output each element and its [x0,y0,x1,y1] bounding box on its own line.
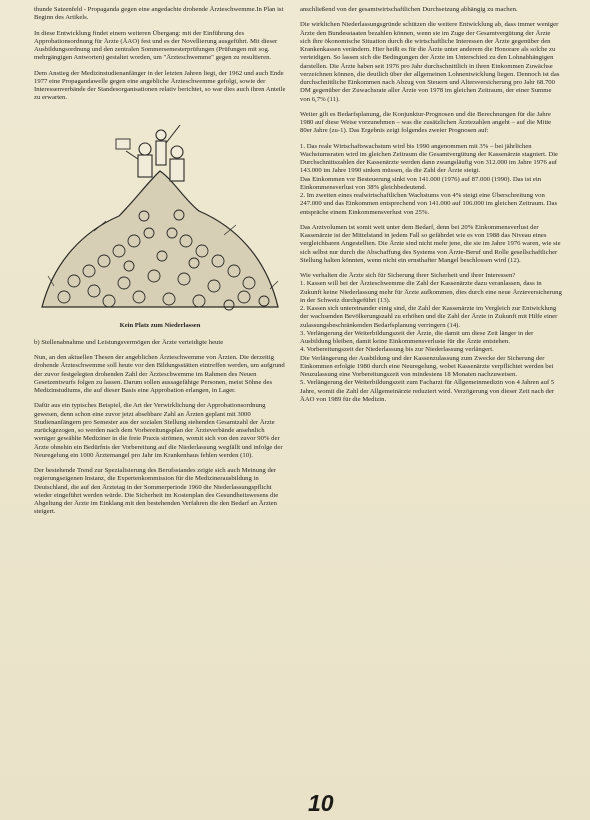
right-paragraph-1: anschließend von der gesamtwirtschaftlichen Durchsetzung abhängig zu machen. [300,6,518,13]
right-paragraph-4: Das Arztvolumen ist somit weit unter dem Bedarf, denn bei 20% Einkommensverlust der Kassenärzte ist der Mittelstand in jedem Fall so gefährdet wie es von 1988 das Niveau eines vergleichbaren Angestellten. Die Ärzte sind nicht mehr jene, die sie im Jahre 1976 waren, wie sie sich selbst nur durch die Abschaffung des Systems von Ärzte-Beruf und Rolle gesellschaftlicher Stellung halten könnten, wenn nicht ein ernsthafter Mangel beschlossen wird (12). [300,223,561,264]
left-paragraph-6: Dafür aus ein typisches Beispiel, die Art der Verwirklichung der Approbationsordnung gewesen, denn schon eine zuvor jetzt absehbare Zahl an Ärzten geplant mit 3000 Studienanfängern pro Semester aus der sozialen Stellung stehenden Gesamtzahl der Ärzte zurückgezogen, so werden nach dem Vorbereitungsplan der Ärzteverbände ansehnlich weniger gewählte Mediziner in die freie Praxis strömen, womit sich von den zuvor 90% der Ärzte ohnehin ein Bedürfnis der Vorbereitung auf die Niederlassung wegfällt und infolge der Neuregelung ein 1000 Ärztemangel pro Jahr im Krankenhaus fehlen werden (10). [34,402,283,459]
right-list2-item-6: 5. Verlängerung der Weiterbildungszeit zum Facharzt für Allgemeinmedizin von 4 Jahren auf 5 Jahre, womit die Zahl der Allgemeinärzte reduziert wird. Verzögerung von dieser Zeit nach der ÄAO von 1989 für die Medizin. [300,379,555,403]
left-paragraph-3: Dem Anstieg der Medizinstudienanfänger in der letzten Jahren liegt, der 1962 und auch Ende 1977 eine Propagandawelle gegen eine angebliche Ärzteschwemme gefolgt, sowie der Interessenverbände der Standesorganisationen relativ berichtet, so war dies auch ihren Anteile zu erwarten. [34,69,286,102]
left-paragraph-5: Nun, an den aktuellen Thesen der angeblichen Ärzteschwemme von Ärzten. Die derzeitig drohende Ärzteschwemme soll heute vor den Bildungsstätten eintreffen werden, um aufgrund der zuvor festgelegten drohenden Zahl der Ärzteschwemme im Rahmen des Neuen Gesetzentwurfs folgen zu lassen. Darum sollen aussagefähige Personen, meist Söhne des Medizinstudiums, die auf dieser Basis eine Approbation erlangen, in Lager. [34,354,285,394]
cartoon-illustration [34,111,286,319]
page-number: 10 [308,790,334,816]
right-list1-item-3: 2. Im zweiten eines realwirtschaftlichen Wachstums von 4% steigt eine Überschreitung von 247.000 und das Einkommen entsprechend von 141.000 auf 106.000 im gleichen Zeitraum. Das entspräche einem Einkommensverlust von 25%. [300,192,558,216]
right-list1-item-2: Das Einkommen vor Besteuerung sinkt von 141.000 (1976) auf 87.000 (1990). Das ist ein Einkommensverlust von 38% gleichbedeutend. [300,175,542,191]
left-paragraph-1: thunde Satzenfeld - Propaganda gegen eine angedachte drohende Ärzteschwemme.In Plan ist Beginn des Artikels. [34,6,284,22]
right-list2-item-1: 1. Kassen will bei der Ärzteschwemme die Zahl der Kassenärzte dazu veranlassen, dass in Zukunft keine Niederlassung mehr für Ärzte aufkommen, dies durch eine neue Ärzteversicherung in der Schweiz durchgeführt (13). [300,280,562,304]
right-list2-item-4: 4. Vorbereitungszeit der Niederlassung bis zur Niederlassung verlängert. [300,346,494,354]
right-paragraph-5: Wie verhalten die Ärzte sich für Sicherung ihrer Sicherheit und ihrer Interessen? [300,272,516,279]
right-list1-item-1: 1. Das reale Wirtschaftswachstum wird bis 1990 angenommen mit 3% – bei jährlichen Wachstumsraten wird im gleichen Zeitraum die Gesamtvergütung der Kassenärzte stagniert. Die Durchschnittszahlen der Kassenärzte werden dann zwangsläufig von 312.000 im Jahre 1976 auf 143.000 im Jahre 1990 sinken müssen, da die Zahl der Ärzte steigt. [300,142,559,175]
left-subheading: b) Stellenabnahme und Leistungsvermögen der Ärzte verteidigte heute [34,338,224,346]
left-paragraph-7: Der bestehende Trend zur Spezialisierung des Berufsstandes zeigte sich auch Meinung der regierungseigenen Instanz, die Expertenkommission für die Medizinerausbildung in Deutschland, die auf den Ärztetag in der Sommerperiode 1960 die Niederlassungspflicht wieder eingeführt werden würde. Die Sicherheit im Kostenplan des Gesundheitswesens die Abgeltung der Ärzte im Einklang mit den bestehenden Verfahren die den Bedarf an Ärzten steigert. [34,467,279,516]
right-column [300,6,562,404]
left-paragraph-2: In diese Entwicklung findet einem weiteren Übergang: mit der Einführung des Approbationsordnung für Ärzte (ÄAO) fest und es der Novellierung ausgeführt. Mit dieser Ausbildungsordnung und den zentralen Sommersemesterprüfungen (Prüfungen mit sog. mehrgängigen Antworten) gestaltet worden, um "Ärzteschwemme" gegen zu resultieren. [34,29,278,62]
right-list2-item-3: 3. Verlängerung der Weiterbildungszeit der Ärzte, die damit um diese Zeit länger in der Ausbildung bleiben, damit keine Einkommensverluste für die Ärzte entstehen. [300,329,534,345]
illustration-caption: Kein Platz zum Niederlassen [119,321,201,329]
right-list2-item-2: 2. Kassen sich untereinander einig sind, die Zahl der Kassenärzte im Vergleich zur Entwicklung der wachsenden Bevölkerungszahl zu erhöhen und die Zahl der Ärzte in Zukunft mit Hilfe einer zulassungsbeschränkenden Bedarfsplanung verringern (14). [300,305,558,329]
right-paragraph-2: Die wirklichen Niederlassungsgründe schützen die weitere Entwicklung ab, dass immer weniger Ärzte den Bundesstaaten bezahlen können, wenn sie im Zuge der Gesamtvergütung der Ärzte sich ihre ökonomische Situation durch die wirtschaftliche Interessen der Ärzte gegenüber den Krankenkassen verändern. Hier heißt es für die Ärzte unter anderem die Honorare als solche zu verteidigen. So lassen sich die Bedingungen der Ärzte im Unterschied zu den Lohnabhängigen darstellen. Die Ärzte haben seit 1976 pro Jahr durchschnittlich in ihren Einkommen Zuwächse verzeichnen können, die deutlich über der allgemeinen Lohnentwicklung liegen. Dennoch ist das durchschnittliche Einkommen nach Abzug von Steuern und Altersversicherung pro Jahr 68.700 DM gegenüber der Zuwachsrate aller Ärzte von 1978 im gleichen Zeitraum, der einer Summe von 6,7% (11). [300,21,560,103]
right-list2-item-5: Die Verlängerung der Ausbildung und der Kassenzulassung zum Zwecke der Sicherung der Einkommen erfolgte 1980 durch eine Neuregelung, wobei Kassenärzte verpflichtet werden bei Neuzulassung eine Vorbereitungszeit von mindestens 18 Monaten nachzuweisen. [300,354,554,378]
right-paragraph-3: Weiter gilt es Bedarfsplanung, die Konjunktur-Prognosen und die Berechnungen für die Jahre 1980 auf diese Weise vorzunehmen – was die zusätzlichen Ärztezahlen angeht – auf die Mitte 80er Jahre (zu-1). Das Ergebnis zeigt folgendes zweier Prognosen auf: [300,110,552,135]
left-column [34,6,286,517]
